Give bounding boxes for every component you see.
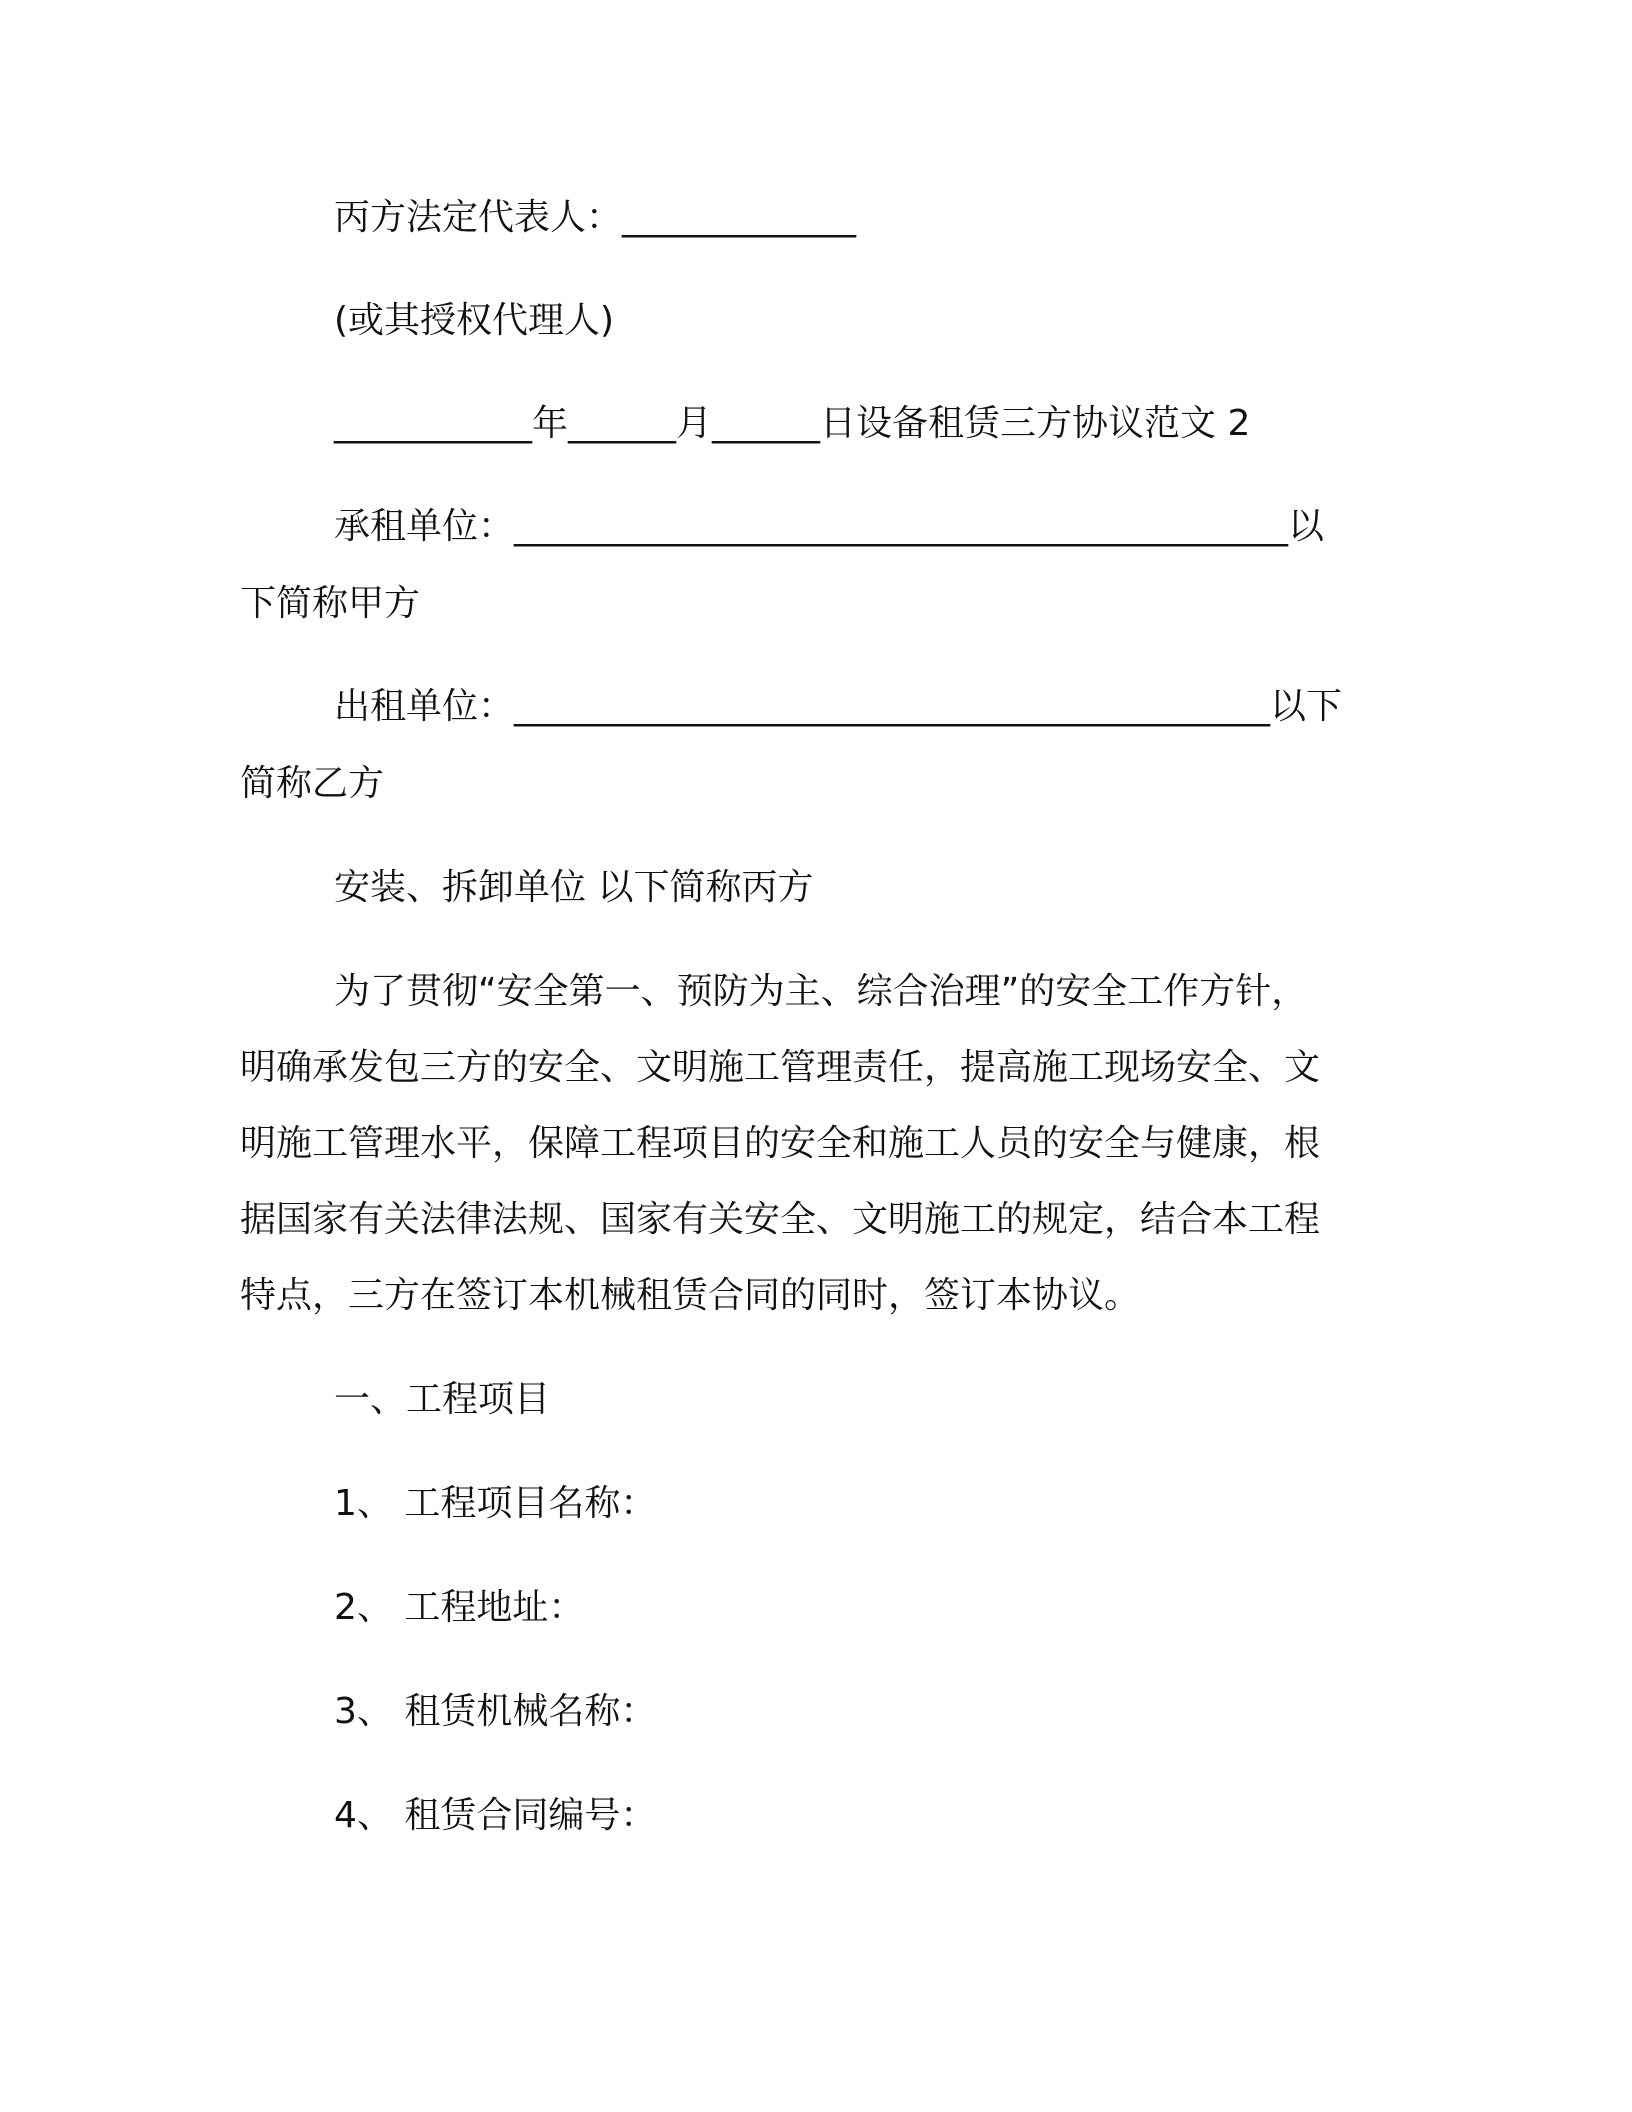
- authorized-agent-line: (或其授权代理人): [334, 300, 615, 341]
- lessee-unit-continuation: 下简称甲方: [240, 583, 421, 624]
- date-and-title-line: ___________年______月______日设备租赁三方协议范文 2: [334, 403, 1251, 444]
- item-project-address: 2、 工程地址：: [334, 1587, 585, 1628]
- purpose-paragraph-line-4: 据国家有关法律法规、国家有关安全、文明施工的规定，结合本工程: [240, 1199, 1321, 1240]
- party-c-legal-representative-line: 丙方法定代表人：_____________: [334, 197, 857, 238]
- item-project-name: 1、 工程项目名称：: [334, 1483, 657, 1524]
- item-leased-machine-name: 3、 租赁机械名称：: [334, 1691, 657, 1732]
- installer-unit-line: 安装、拆卸单位 以下简称丙方: [334, 867, 814, 908]
- lessor-unit-line: 出租单位：__________________________________________以下: [334, 686, 1343, 727]
- lessor-unit-continuation: 简称乙方: [240, 763, 385, 804]
- lessee-unit-line: 承租单位：___________________________________________以: [334, 506, 1325, 547]
- item-lease-contract-number: 4、 租赁合同编号：: [334, 1795, 657, 1836]
- section-heading-project: 一、工程项目: [334, 1379, 551, 1420]
- purpose-paragraph-line-2: 明确承发包三方的安全、文明施工管理责任，提高施工现场安全、文: [240, 1047, 1321, 1088]
- purpose-paragraph-line-1: 为了贯彻“安全第一、预防为主、综合治理”的安全工作方针，: [334, 971, 1308, 1012]
- purpose-paragraph-line-3: 明施工管理水平，保障工程项目的安全和施工人员的安全与健康，根: [240, 1123, 1321, 1164]
- purpose-paragraph-line-5: 特点，三方在签订本机械租赁合同的同时，签订本协议。: [240, 1275, 1141, 1316]
